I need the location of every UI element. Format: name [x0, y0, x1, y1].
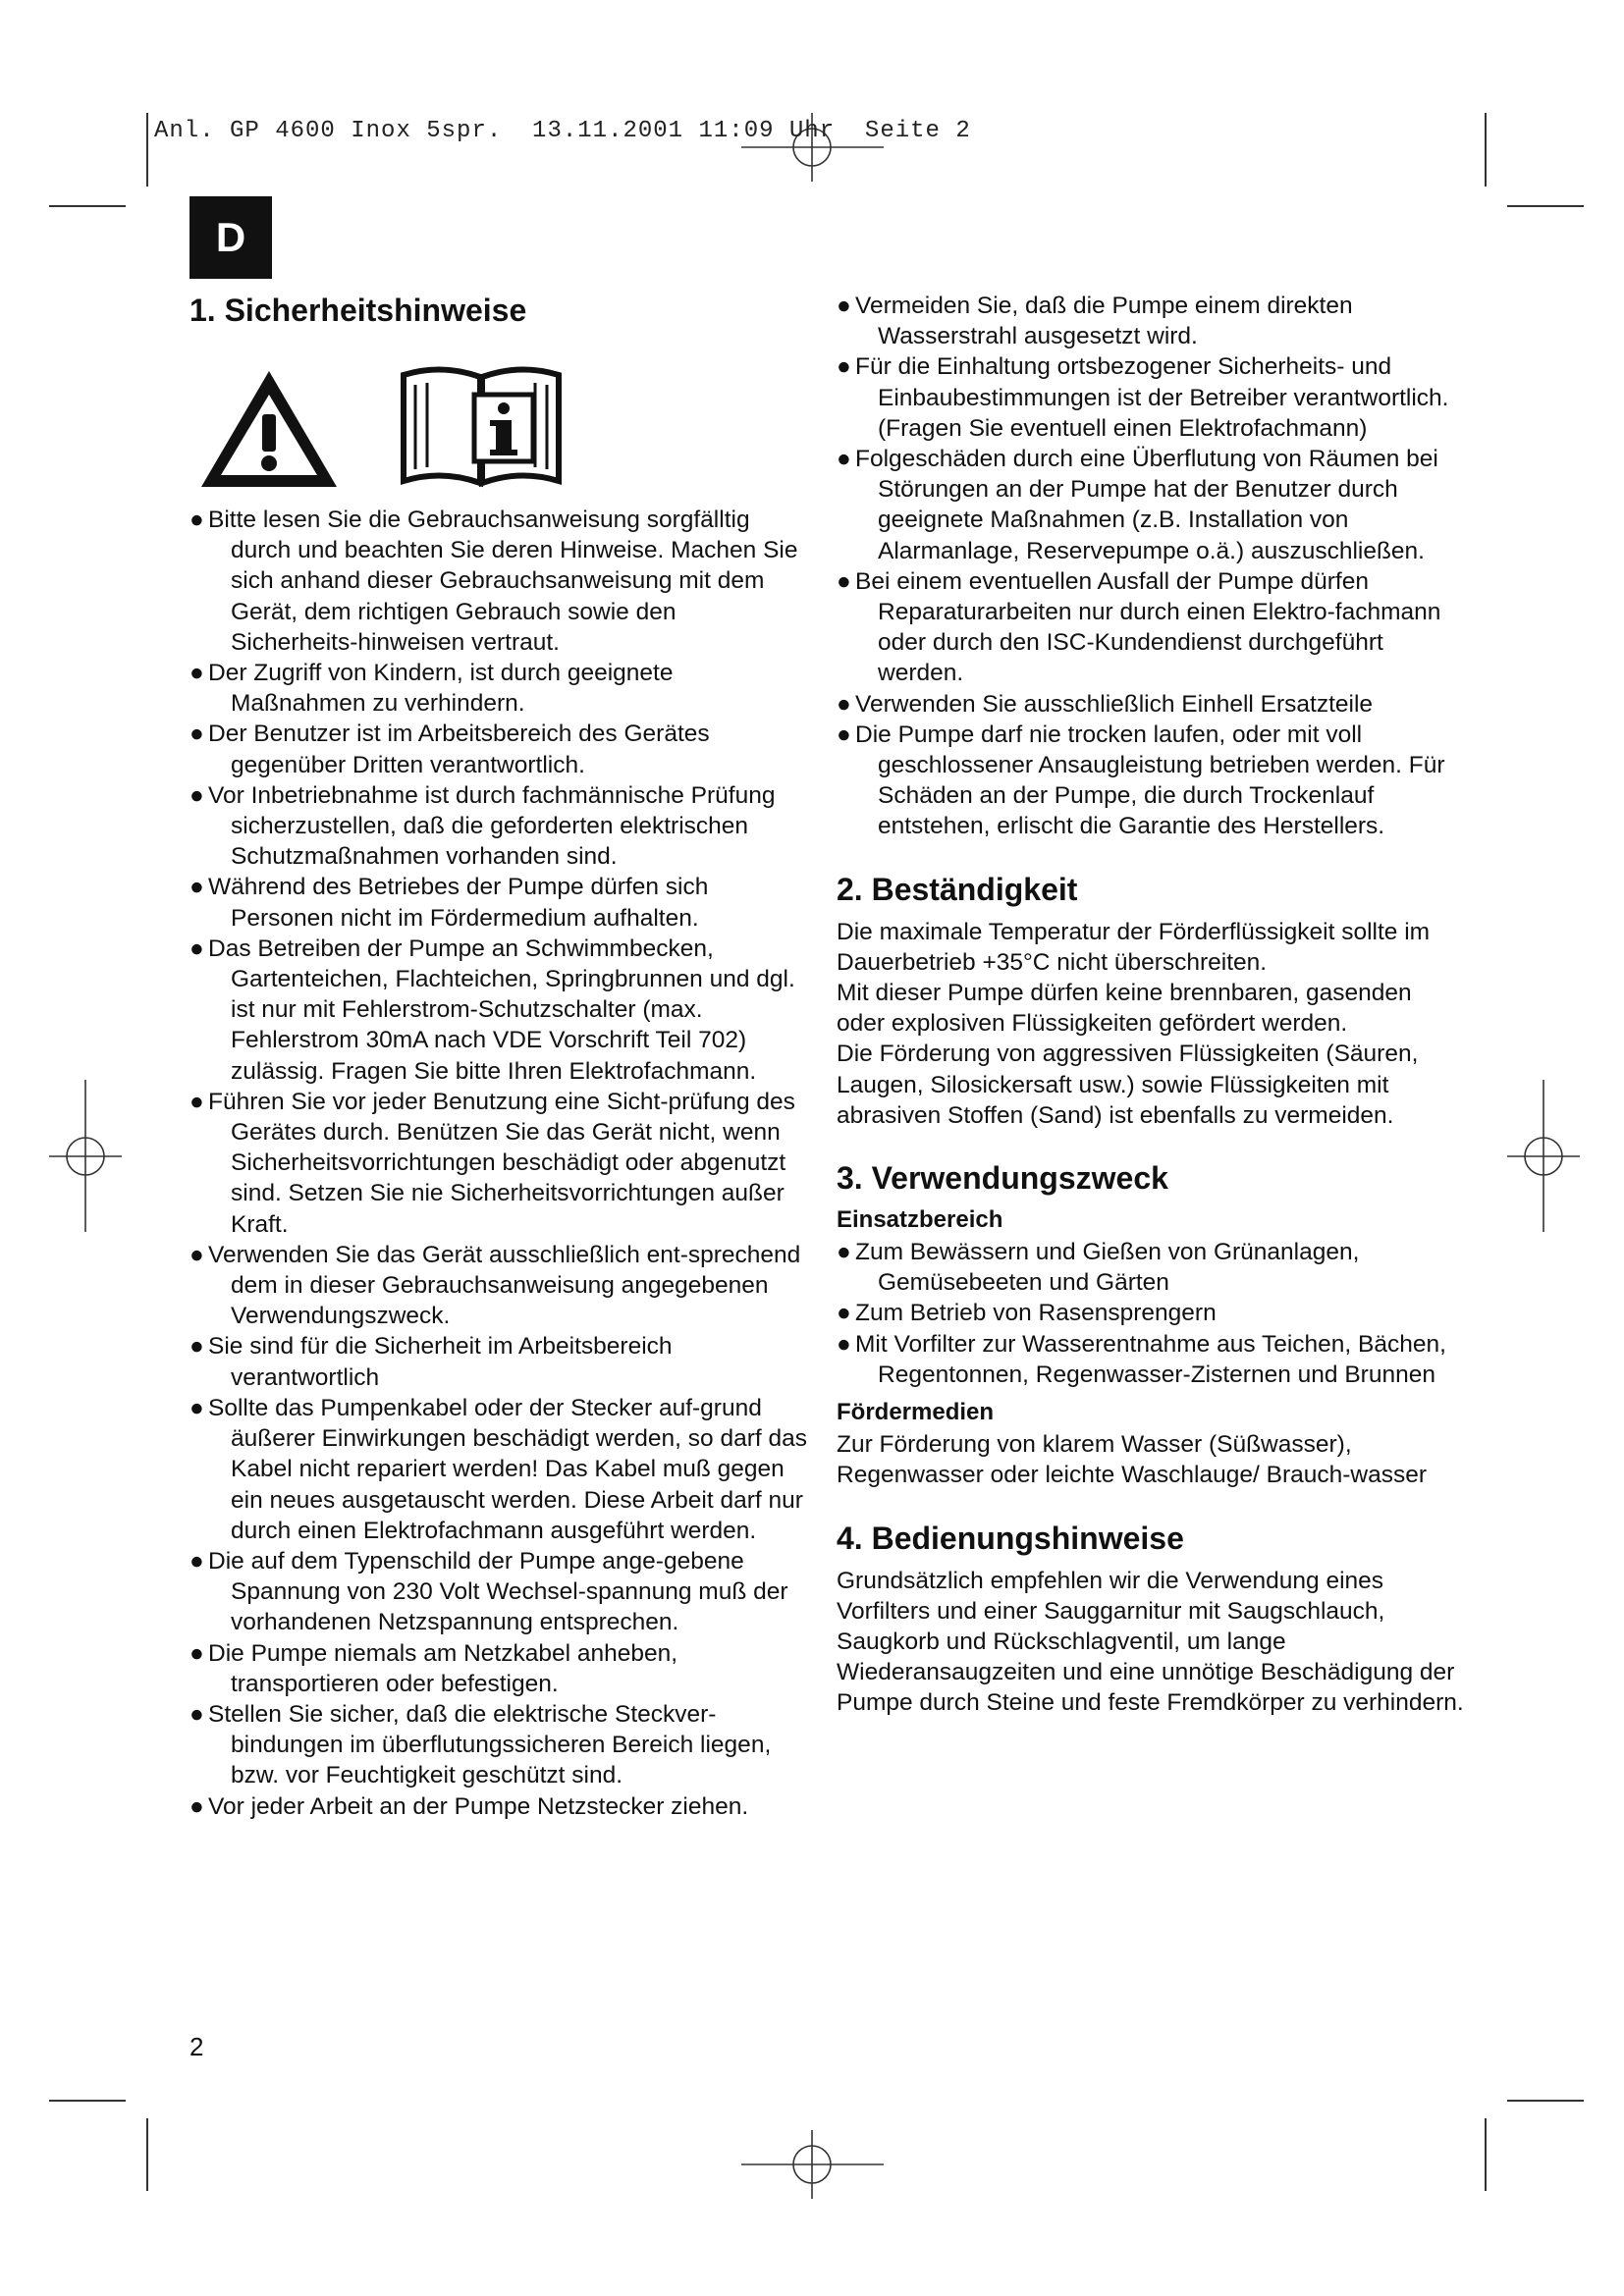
list-item: ● Mit Vorfilter zur Wasserentnahme aus Teichen, Bächen, Regentonnen, Regenwasser-Zisternen und Brunnen	[837, 1330, 1446, 1388]
section-title-safety: 1. Sicherheitshinweise	[189, 293, 527, 328]
list-item: ● Bei einem eventuellen Ausfall der Pumpe dürfen Reparaturarbeiten nur durch einen Elektro-fachmann oder durch den ISC-Kundendienst durchgeführt werden.	[837, 567, 1441, 687]
section-title-operation: 4. Bedienungshinweise	[837, 1520, 1184, 1556]
right-column	[837, 291, 1465, 1719]
list-item: ● Die Pumpe niemals am Netzkabel anheben, transportieren oder befestigen.	[189, 1639, 678, 1697]
list-item: ● Der Benutzer ist im Arbeitsbereich des Gerätes gegenüber Dritten verantwortlich.	[189, 721, 710, 778]
durability-paragraph: Die maximale Temperatur der Förderflüssigkeit sollte im Dauerbetrieb +35°C nicht überschreiten.	[837, 918, 1431, 976]
media-heading: Fördermedien	[837, 1399, 995, 1426]
list-item: ● Während des Betriebes der Pumpe dürfen sich Personen nicht im Fördermedium aufhalten.	[189, 874, 709, 932]
list-item: ● Sie sind für die Sicherheit im Arbeitsbereich verantwortlich	[189, 1333, 673, 1391]
media-text: Zur Förderung von klarem Wasser (Süßwasser), Regenwasser oder leichte Waschlauge/ Brauch-wasser	[837, 1431, 1427, 1489]
list-item: ● Zum Bewässern und Gießen von Grünanlagen, Gemüsebeeten und Gärten	[837, 1239, 1360, 1297]
list-item: ● Sollte das Pumpenkabel oder der Stecker auf-grund äußerer Einwirkungen beschädigt werden, so darf das Kabel nicht repariert werden! Das Kabel muß gegen ein neues ausgetauscht werden. Diese Arbeit darf nur durch einen Elektrofachmann ausgeführt werden.	[189, 1394, 807, 1544]
list-item: ● Verwenden Sie ausschließlich Einhell Ersatzteile	[837, 690, 1374, 718]
list-item: ● Verwenden Sie das Gerät ausschließlich ent-sprechend dem in dieser Gebrauchsanweisung angegebenen Verwendungszweck.	[189, 1241, 801, 1330]
warning-triangle-icon	[195, 365, 343, 493]
list-item: ● Vermeiden Sie, daß die Pumpe einem direkten Wasserstrahl ausgesetzt wird.	[837, 293, 1353, 350]
left-column	[189, 291, 808, 1822]
durability-paragraph: Die Förderung von aggressiven Flüssigkeiten (Säuren, Laugen, Silosickersaft usw.) sowie Flüssigkeiten mit abrasiven Stoffen (Sand) ist ebenfalls zu vermeiden.	[837, 1041, 1419, 1129]
safety-list	[189, 505, 808, 1822]
list-item: ● Für die Einhaltung ortsbezogener Sicherheits- und Einbaubestimmungen ist der Betreiber verantwortlich. (Fragen Sie eventuell einen Elektrofachmann)	[837, 353, 1449, 442]
list-item: ● Führen Sie vor jeder Benutzung eine Sicht-prüfung des Gerätes durch. Benützen Sie das Gerät nicht, wenn Sicherheitsvorrichtungen beschädigt oder abgenutzt sind. Setzen Sie nie Sicherheitsvorrichtungen außer Kraft.	[189, 1088, 795, 1238]
print-slug-line: Anl. GP 4600 Inox 5spr. 13.11.2001 11:09 Uhr Seite 2	[154, 118, 971, 144]
list-item: ● Folgeschäden durch eine Überflutung von Räumen bei Störungen an der Pumpe hat der Benutzer durch geeignete Maßnahmen (z.B. Installation von Alarmanlage, Reservepumpe o.ä.) auszuschließen.	[837, 446, 1438, 564]
list-item: ● Bitte lesen Sie die Gebrauchsanweisung sorgfälltig durch und beachten Sie deren Hinweise. Machen Sie sich anhand dieser Gebrauchsanweisung mit dem Gerät, dem richtigen Gebrauch sowie den Sicherheits-hinweisen vertraut.	[189, 507, 798, 656]
list-item: ● Stellen Sie sicher, daß die elektrische Steckver-bindungen im überflutungssicheren Bereich liegen, bzw. vor Feuchtigkeit geschützt sind.	[189, 1700, 772, 1789]
page-number: 2	[189, 2032, 204, 2061]
section-title-durability: 2. Beständigkeit	[837, 871, 1078, 907]
area-list	[837, 1237, 1465, 1390]
safety-icons	[189, 359, 808, 497]
operation-text: Grundsätzlich empfehlen wir die Verwendung eines Vorfilters und einer Sauggarnitur mit Saugschlauch, Saugkorb und Rückschlagventil, um lange Wiederansaugzeiten und eine unnötige Beschädigung der Pumpe durch Steine und feste Fremdkörper zu verhindern.	[837, 1567, 1464, 1717]
durability-paragraph: Mit dieser Pumpe dürfen keine brennbaren, gasenden oder explosiven Flüssigkeiten gefördert werden.	[837, 980, 1412, 1038]
list-item: ● Zum Betrieb von Rasensprengern	[837, 1300, 1217, 1327]
list-item: ● Vor jeder Arbeit an der Pumpe Netzstecker ziehen.	[189, 1792, 749, 1820]
safety-list-continued	[837, 291, 1465, 842]
section-title-purpose: 3. Verwendungszweck	[837, 1160, 1168, 1197]
area-heading: Einsatzbereich	[837, 1206, 1003, 1234]
list-item: ● Der Zugriff von Kindern, ist durch geeignete Maßnahmen zu verhindern.	[189, 660, 674, 718]
language-badge: D	[189, 196, 272, 279]
list-item: ● Vor Inbetriebnahme ist durch fachmännische Prüfung sicherzustellen, daß die geforderten elektrischen Schutzmaßnahmen vorhanden sind.	[189, 781, 776, 871]
list-item: ● Das Betreiben der Pumpe an Schwimmbecken, Gartenteichen, Flachteichen, Springbrunnen und dgl. ist nur mit Fehlerstrom-Schutzschalter (max. Fehlerstrom 30mA nach VDE Vorschrift Teil 702) zulässig. Fragen Sie bitte Ihren Elektrofachmann.	[189, 934, 795, 1085]
list-item: ● Die auf dem Typenschild der Pumpe ange-gebene Spannung von 230 Volt Wechsel-spannung muß der vorhandenen Netzspannung entsprechen.	[189, 1547, 788, 1636]
manual-book-icon	[398, 359, 565, 497]
list-item: ● Die Pumpe darf nie trocken laufen, oder mit voll geschlossener Ansaugleistung betrieben werden. Für Schäden an der Pumpe, die durch Trockenlauf entstehen, erlischt die Garantie des Herstellers.	[837, 721, 1445, 840]
